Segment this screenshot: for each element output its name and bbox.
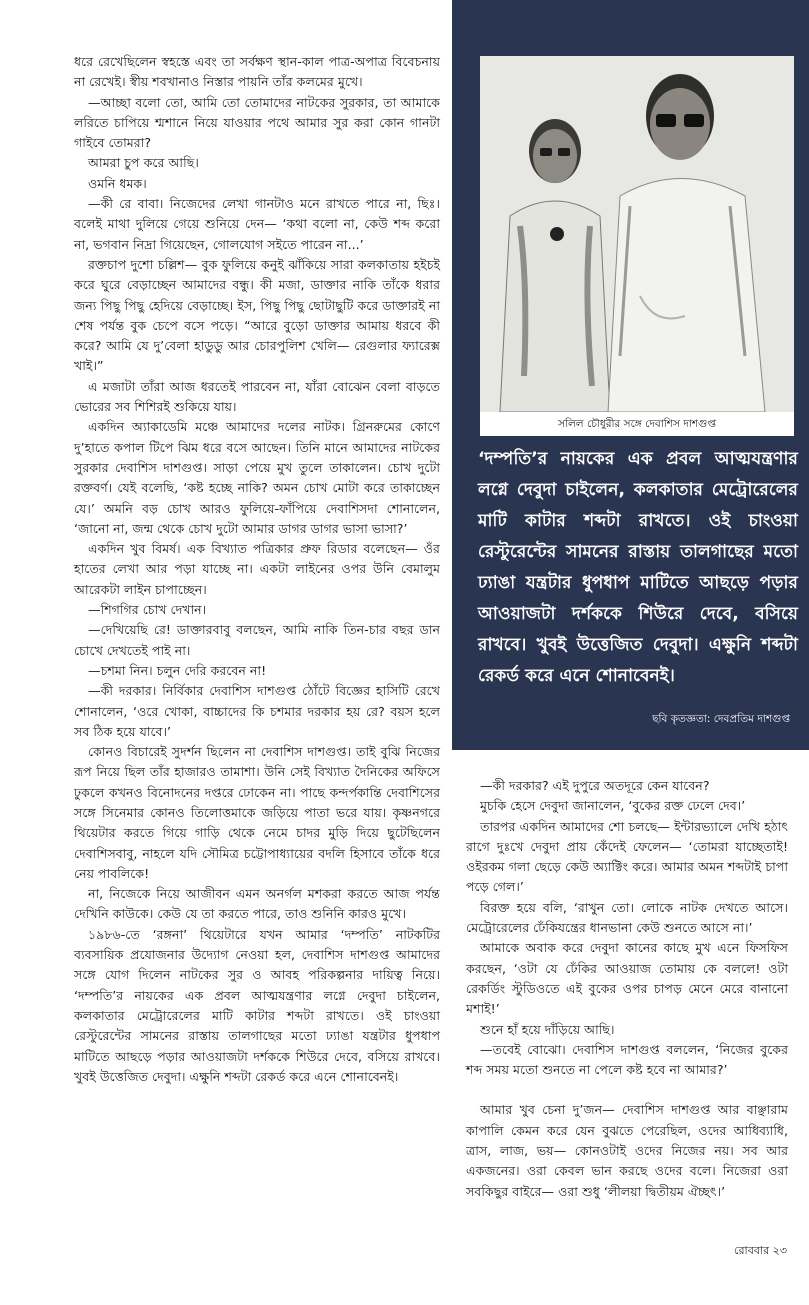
paragraph: —কী দরকার। নির্বিকার দেবাশিস দাশগুপ্ত ঠোঁটে বিজ্ঞের হাসিটি রেখে শোনালেন, ‘ওরে খোকা, বাচ্চাদের কি চশমার দরকার হয় রে? বয়স হলে সব ঠিক হয়ে যাবে।’: [74, 683, 440, 739]
paragraph: —আচ্ছা বলো তো, আমি তো তোমাদের নাটকের সুরকার, তা আমাকে লরিতে চাপিয়ে শ্মশানে নিয়ে যাওয়ার পথে আমার সুর করা কোন গানটা গাইবে তোমরা?: [74, 94, 440, 151]
paragraph: একদিন খুব বিমর্ষ। এক বিখ্যাত পত্রিকার প্রুফ রিডার বলেছেন— ওঁর হাতের লেখা আর পড়া যাচ্ছে না। একটা লাইনের ওপর উনি বেমালুম আরেকটা লাইন চাপাচ্ছেন।: [74, 541, 440, 597]
paragraph: —তবেই বোঝো। দেবাশিস দাশগুপ্ত বললেন, ‘নিজের বুকের শব্দ সময় মতো শুনতে না পেলে কষ্ট হবে না আমার?’: [466, 1041, 788, 1078]
paragraph: রক্তচাপ দুশো চল্লিশ— বুক ফুলিয়ে কনুই ঝাঁকিয়ে সারা কলকাতায় হইচই করে ঘুরে বেড়াচ্ছেন আমাদের বন্ধু। কী মজা, ডাক্তার নাকি তাঁকে ধরার জন্য পিছু পিছু হেদিয়ে বেড়াচ্ছে। ইস, পিছু পিছু ছোটাছুটি করে ডাক্তারই না শেষ পর্যন্ত বুক চেপে বসে পড়ে। “আরে বুড়ো ডাক্তার আমায় ধরবে কী করে? আমি যে দু’বেলা হাডুডু আর চোরপুলিশ খেলি— রেগুলার ফ্যারেক্স খাই।”: [74, 256, 440, 374]
paragraph: না, নিজেকে নিয়ে আজীবন এমন অনর্গল মশকরা করতে আজ পর্যন্ত দেখিনি কাউকে। কেউ যে তা করতে পারে, তাও শুনিনি কারও মুখে।: [74, 886, 440, 922]
paragraph: মুচকি হেসে দেবুদা জানালেন, ‘বুকের রক্ত ঢেলে দেব।’: [480, 798, 746, 814]
paragraph: ওমনি ধমক।: [88, 175, 147, 191]
photo-credit: ছবি কৃতজ্ঞতা: দেবপ্রতিম দাশগুপ্ত: [652, 713, 790, 725]
paragraph: আমার খুব চেনা দু’জন— দেবাশিস দাশগুপ্ত আর বাঞ্ছারাম কাপালি কেমন করে যেন বুঝতে পেরেছিল, ওদের আধিব্যাধি, ত্রাস, লাজ, ভয়— কোনওটাই ওদের নিজের নয়। সব আর একজনের। ওরা কেবল ভান করছে ওদের বলে। নিজেরা ওরা সবকিছুর বাইরে— ওরা শুধু ‘লীলয়া দ্বিতীয়ম ঐচ্ছৎ।’: [466, 1102, 788, 1199]
paragraph: আমাকে অবাক করে দেবুদা কানের কাছে মুখ এনে ফিসফিস করছেন, ‘ওটা যে ঢেঁকির আওয়াজ তোমায় কে বললে! ওটা রেকর্ডিং স্টুডিওতে এই বুকের ওপর চাপড় মেনে মেরে বানানো মশাই!’: [466, 940, 788, 1017]
paragraph: —কী দরকার? এই দুপুরে অতদূরে কেন যাবেন?: [480, 778, 710, 793]
pull-quote: ‘দম্পতি’র নায়কের এক প্রবল আত্মযন্ত্রণার লগ্নে দেবুদা চাইলেন, কলকাতার মেট্রোরেলের মাটি কাটার শব্দটা রাখতে। ওই চাংওয়া রেস্টুরেন্টের সামনের রাস্তায় তালগাছের মতো ঢ্যাঙা যন্ত্রটার ধুপধাপ মাটিতে আছড়ে পড়ার আওয়াজটা দর্শককে শিউরে দেবে, বসিয়ে রাখবে। খুবই উত্তেজিত দেবুদা। এক্ষুনি শব্দটা রেকর্ড করে এনে শোনাবেনই।: [478, 449, 798, 686]
paragraph: ১৯৮৬-তে ‘রঙ্গনা’ থিয়েটারে যখন আমার ‘দম্পতি’ নাটকটির ব্যবসায়িক প্রযোজনার উদ্যোগ নেওয়া হল, দেবাশিস দাশগুপ্ত আমাদের সঙ্গে যোগ দিলেন নাটকের সুর ও আবহ পরিকল্পনার দায়িত্ব নিয়ে। ‘দম্পতি’র নায়কের এক প্রবল আত্মযন্ত্রণার লগ্নে দেবুদা চাইলেন, কলকাতার মেট্রোরেলের মাটি কাটার শব্দটা রাখতে। ওই চাংওয়া রেস্টুরেন্টের সামনের রাস্তায় তালগাছের মতো ঢ্যাঙা যন্ত্রটার ধুপধাপ মাটিতে আছড়ে পড়ার আওয়াজটা দর্শককে শিউরে দেবে, বসিয়ে রাখবে। খুবই উত্তেজিত দেবুদা। এক্ষুনি শব্দটা রেকর্ড করে এনে শোনাবেনই।: [74, 926, 440, 1084]
photo-caption: সলিল চৌধুরীর সঙ্গে দেবাশিস দাশগুপ্ত: [480, 412, 794, 436]
photo-illustration: [480, 56, 794, 412]
paragraph: কোনও বিচারেই সুদর্শন ছিলেন না দেবাশিস দাশগুপ্ত। তাই বুঝি নিজের রূপ নিয়ে ছিল তাঁর হাজারও তামাশা। উনি সেই বিখ্যাত দৈনিকের অফিসে ঢুকলে কখনও বিনোদনের দপ্তরে ঢোকেন না। পাছে কন্দর্পকান্তি দেবাশিসের সঙ্গে সিনেমার কোনও তিলোত্তমাকে জড়িয়ে পাতা ভরে যায়। কৃষ্ণনগরে থিয়েটার করতে গিয়ে গাড়ি থেকে নেমে চাদর মুড়ি দিয়ে ছুটেছিলেন দেবাশিসবাবু, নাহলে যদি সৌমিত্র চট্টোপাধ্যায়ের বদলি হিসাবে তাঁকে ধরে নেয় পাবলিকে!: [74, 744, 440, 881]
paragraph: ধরে রেখেছিলেন স্বহস্তে এবং তা সর্বক্ষণ স্থান-কাল পাত্র-অপাত্র বিবেচনায় না রেখেই। স্বীয় শবখানাও নিস্তার পায়নি তাঁর কলমের মুখে।: [74, 54, 440, 90]
paragraph: একদিন অ্যাকাডেমি মঞ্চে আমাদের দলের নাটক। গ্রিনরুমের কোণে দু’হাতে কপাল টিপে ঝিম ধরে বসে আছেন। তিনি মানে আমাদের নাটকের সুরকার দেবাশিস দাশগুপ্ত। সাড়া পেয়ে মুখ তুলে তাকালেন। চোখ দুটো রক্তবর্ণ। যেই বলেছি, ‘কষ্ট হচ্ছে নাকি? অমন চোখ মোটা করে তাকাচ্ছেন যে।’ অমনি বড় চোখ আরও ফুলিয়ে-ফাঁপিয়ে দেবাশিসদা শোনালেন, ‘জানো না, জন্ম থেকে চোখ দুটো আমার ডাগর ডাগর ভাসা ভাসা?’: [74, 419, 440, 536]
paragraph: আমরা চুপ করে আছি।: [88, 155, 199, 171]
paragraph: —দেখিয়েছি রে! ডাক্তারবাবু বলছেন, আমি নাকি তিন-চার বছর ডান চোখে দেখতেই পাই না।: [74, 622, 440, 658]
paragraph: —চশমা নিন। চলুন দেরি করবেন না!: [88, 662, 267, 678]
page-folio: রোববার ২৩: [734, 1244, 787, 1257]
paragraph: —কী রে বাবা। নিজেদের লেখা গানটাও মনে রাখতে পারে না, ছিঃ। বলেই মাথা দুলিয়ে গেয়ে শুনিয়ে দেন— ‘কথা বলো না, কেউ শব্দ করো না, ভগবান নিদ্রা গিয়েছেন, গোলযোগ সইতে পারেন না...’: [74, 196, 440, 252]
paragraph: শুনে হাঁ হয়ে দাঁড়িয়ে আছি।: [480, 1021, 615, 1037]
paragraph: —শিগগির চোখ দেখান।: [88, 602, 207, 618]
paragraph: তারপর একদিন আমাদের শো চলছে— ইন্টারভ্যালে দেখি হঠাৎ রাগে দুঃখে দেবুদা প্রায় কেঁদেই ফেলেন— ‘তোমরা যাচ্ছেতাই! ওইরকম গলা ছেড়ে কেউ অ্যাক্টিং করে। আমার অমন শব্দটাই চাপা পড়ে গেল।’: [466, 818, 788, 895]
article-right-column: [466, 776, 788, 1202]
photo: [480, 56, 794, 412]
paragraph: বিরক্ত হয়ে বলি, ‘রাখুন তো। লোকে নাটক দেখতে আসে। মেট্রোরেলের ঢেঁকিযন্ত্রের ধানভানা কেউ শুনতে আসে না।’: [466, 899, 788, 936]
paragraph: এ মজাটা তাঁরা আজ ধরতেই পারবেন না, যাঁরা বোঝেন বেলা বাড়তে ভোরের সব শিশিরই শুকিয়ে যায়।: [74, 378, 440, 415]
article-left-column: [74, 52, 440, 1087]
